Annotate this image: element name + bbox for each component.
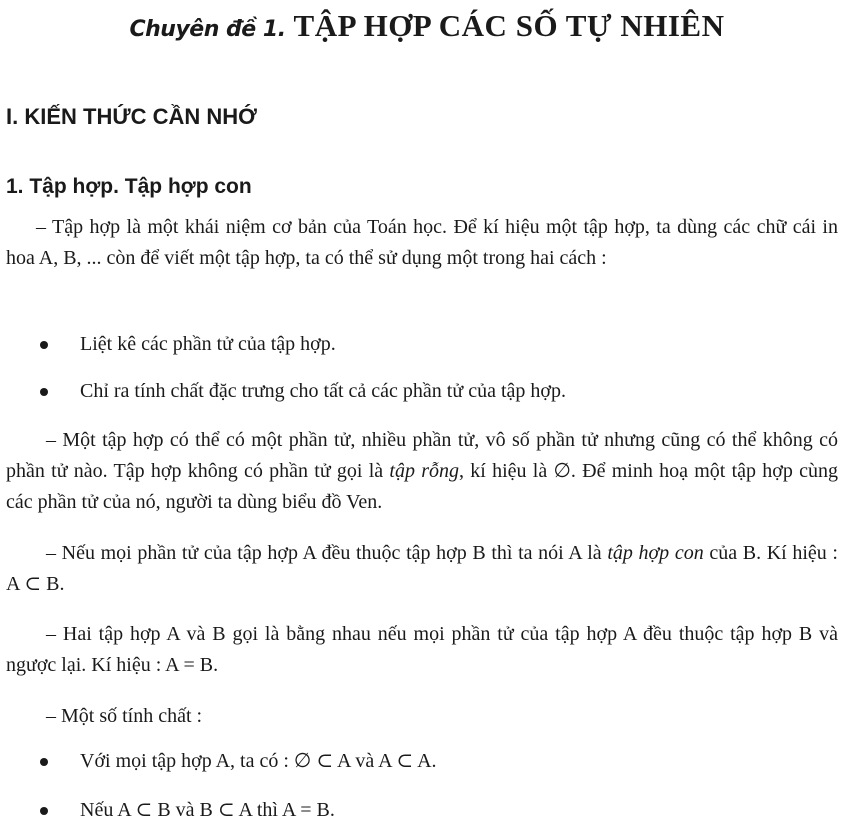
section-heading: I. KIẾN THỨC CẦN NHỚ <box>6 104 257 129</box>
chapter-label: Chuyên đề 1. <box>129 17 286 42</box>
text-run: – Nếu mọi phần tử của tập hợp A đều thuộc tập hợp B thì ta nói A là <box>46 542 608 564</box>
text-run: , kí hiệu là ∅. Để minh hoạ một tập hợp cùng các phần tử của nó, người ta dùng biểu đồ Ven. <box>6 460 839 513</box>
paragraph-equal-sets: – Hai tập hợp A và B gọi là bằng nhau nếu mọi phần tử của tập hợp A đều thuộc tập hợp B và ngược lại. Kí hiệu : A = B. <box>6 623 838 676</box>
bullet-dot <box>40 807 48 815</box>
subsection-heading: 1. Tập hợp. Tập hợp con <box>6 175 252 198</box>
bullet-text: Liệt kê các phần tử của tập hợp. <box>80 333 336 355</box>
paragraph-empty-set <box>6 425 838 518</box>
page-title <box>0 8 854 44</box>
term-subset: tập hợp con <box>607 542 704 564</box>
bullet-text: Với mọi tập hợp A, ta có : ∅ ⊂ A và A ⊂ A. <box>80 750 437 772</box>
bullet-dot <box>40 388 48 396</box>
bullet-text: Chỉ ra tính chất đặc trưng cho tất cả các phần tử của tập hợp. <box>80 380 566 402</box>
bullet-text: Nếu A ⊂ B và B ⊂ A thì A = B. <box>80 799 335 821</box>
bullet-dot <box>40 758 48 766</box>
text-run: – Một tập hợp có thể có một phần tử, nhiều phần tử, vô số phần tử nhưng cũng có thể không có phần tử nào. Tập hợp không có phần tử gọi là <box>6 429 838 482</box>
paragraph-subset <box>6 538 838 600</box>
paragraph-properties: – Một số tính chất : <box>46 705 203 727</box>
text-run: của B. Kí hiệu : A ⊂ B. <box>6 542 838 595</box>
chapter-title: TẬP HỢP CÁC SỐ TỰ NHIÊN <box>293 8 725 43</box>
bullet-dot <box>40 341 48 349</box>
paragraph-definition: – Tập hợp là một khái niệm cơ bản của Toán học. Để kí hiệu một tập hợp, ta dùng các chữ cái in hoa A, B, ... còn để viết một tập hợp, ta có thể sử dụng một trong hai cách : <box>6 216 838 269</box>
term-empty-set: tập rỗng <box>389 460 460 482</box>
